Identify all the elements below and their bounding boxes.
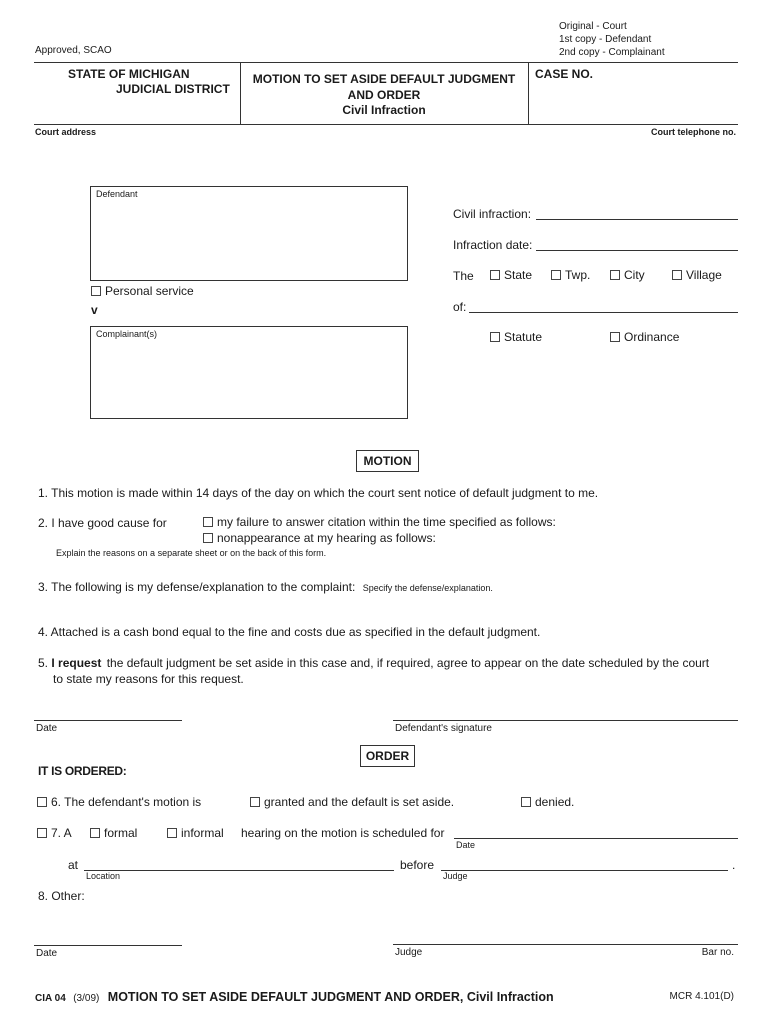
order-date-line[interactable]	[34, 945, 182, 946]
judge-signature-line[interactable]	[393, 944, 738, 945]
the-label: The	[453, 269, 474, 283]
item-2-note: Explain the reasons on a separate sheet or on the back of this form.	[56, 548, 327, 558]
form-revision: (3/09)	[73, 993, 100, 1004]
item-6-checkbox[interactable]	[37, 797, 47, 807]
order-item-6-label: 6. The defendant's motion is	[51, 795, 202, 809]
denied-option[interactable]	[521, 795, 574, 809]
state-option[interactable]	[490, 268, 532, 282]
header-divider-right	[528, 62, 529, 124]
copy-first: 1st copy - Defendant	[559, 34, 652, 45]
informal-option[interactable]	[167, 826, 224, 840]
defendant-box[interactable]	[90, 186, 408, 281]
footer-form-id	[35, 988, 554, 1006]
personal-service-checkbox[interactable]	[91, 286, 101, 296]
formal-checkbox[interactable]	[90, 828, 100, 838]
complainant-label: Complainant(s)	[96, 329, 158, 339]
district-name: JUDICIAL DISTRICT	[116, 82, 230, 96]
of-label: of:	[453, 300, 467, 314]
hearing-date-line[interactable]	[454, 838, 738, 839]
judge-small-label: Judge	[443, 871, 468, 881]
statute-option-label: Statute	[504, 330, 543, 344]
ordinance-option-label: Ordinance	[624, 330, 680, 344]
motion-date-line[interactable]	[34, 720, 182, 721]
motion-item-5-line2: to state my reasons for this request.	[53, 672, 244, 686]
failure-to-answer-checkbox[interactable]	[203, 517, 213, 527]
it-is-ordered: IT IS ORDERED:	[38, 764, 127, 778]
motion-item-5-text: the default judgment be set aside in this case and, if required, agree to appear on the date scheduled by the court	[106, 656, 710, 670]
motion-item-3-text: 3. The following is my defense/explanation to the complaint:	[38, 580, 356, 594]
statute-option[interactable]	[490, 330, 542, 344]
infraction-date-label: Infraction date:	[453, 238, 533, 252]
personal-service-label: Personal service	[105, 284, 194, 298]
case-no-label: CASE NO.	[535, 67, 594, 81]
motion-item-4: 4. Attached is a cash bond equal to the fine and costs due as specified in the default judgment.	[38, 625, 541, 639]
court-phone-label: Court telephone no.	[651, 127, 736, 137]
court-address-label: Court address	[35, 127, 97, 137]
village-checkbox[interactable]	[672, 270, 682, 280]
header-top-rule	[34, 62, 738, 63]
copy-second: 2nd copy - Complainant	[559, 47, 665, 58]
of-line[interactable]	[469, 312, 738, 313]
approved-label: Approved, SCAO	[35, 45, 112, 56]
motion-item-5	[38, 656, 709, 670]
granted-option[interactable]	[250, 795, 454, 809]
motion-item-3	[38, 578, 493, 596]
order-heading: ORDER	[360, 745, 415, 767]
form-title-line1: MOTION TO SET ASIDE DEFAULT JUDGMENT	[252, 72, 516, 86]
motion-item-1: 1. This motion is made within 14 days of the day on which the court sent notice of default judgment to me.	[38, 486, 599, 500]
civil-infraction-line[interactable]	[536, 219, 738, 220]
city-checkbox[interactable]	[610, 270, 620, 280]
formal-option[interactable]	[90, 826, 137, 840]
statute-checkbox[interactable]	[490, 332, 500, 342]
bar-no-label: Bar no.	[701, 947, 734, 958]
order-item-7[interactable]	[37, 826, 72, 840]
informal-checkbox[interactable]	[167, 828, 177, 838]
item-7-checkbox[interactable]	[37, 828, 47, 838]
motion-item-3-note: Specify the defense/explanation.	[362, 583, 493, 593]
location-line[interactable]	[84, 870, 394, 871]
motion-heading: MOTION	[356, 450, 419, 472]
defendant-signature-line[interactable]	[393, 720, 738, 721]
hearing-scheduled-label: hearing on the motion is scheduled for	[241, 826, 445, 840]
failure-to-answer-label: my failure to answer citation within the time specified as follows:	[217, 515, 556, 529]
form-title-line2: AND ORDER	[347, 88, 421, 102]
order-item-7-label: 7. A	[51, 826, 72, 840]
judge-line[interactable]	[441, 870, 728, 871]
village-option[interactable]	[672, 268, 722, 282]
form-id: CIA 04	[35, 993, 66, 1004]
personal-service-option[interactable]	[91, 284, 194, 298]
informal-label: informal	[181, 826, 224, 840]
court-rule: MCR 4.101(D)	[669, 991, 734, 1002]
header-bottom-rule	[34, 124, 738, 125]
at-label: at	[68, 858, 79, 872]
nonappearance-checkbox[interactable]	[203, 533, 213, 543]
location-label: Location	[86, 871, 121, 881]
motion-date-label: Date	[36, 723, 58, 734]
granted-label: granted and the default is set aside.	[264, 795, 455, 809]
footer-title: MOTION TO SET ASIDE DEFAULT JUDGMENT AND ORDER, Civil Infraction	[107, 990, 554, 1004]
order-item-6[interactable]	[37, 795, 201, 809]
denied-label: denied.	[535, 795, 575, 809]
failure-to-answer-option[interactable]	[203, 515, 556, 529]
motion-item-5-number: 5.	[38, 656, 49, 670]
denied-checkbox[interactable]	[521, 797, 531, 807]
city-option[interactable]	[610, 268, 645, 282]
defendant-label: Defendant	[96, 189, 138, 199]
civil-infraction-label: Civil infraction:	[453, 207, 532, 221]
motion-item-2-lead: 2. I have good cause for	[38, 516, 167, 530]
granted-checkbox[interactable]	[250, 797, 260, 807]
ordinance-option[interactable]	[610, 330, 679, 344]
versus-label: v	[91, 303, 98, 317]
state-checkbox[interactable]	[490, 270, 500, 280]
state-option-label: State	[504, 268, 533, 282]
before-label: before	[400, 858, 435, 872]
period-mark: .	[732, 858, 736, 872]
judge-signature-label: Judge	[395, 947, 423, 958]
motion-item-5-bold: I request	[51, 656, 102, 670]
city-option-label: City	[624, 268, 645, 282]
nonappearance-option[interactable]	[203, 531, 436, 545]
defendant-signature-label: Defendant's signature	[395, 723, 492, 734]
ordinance-checkbox[interactable]	[610, 332, 620, 342]
formal-label: formal	[104, 826, 138, 840]
copy-original: Original - Court	[559, 21, 627, 32]
twp-option[interactable]	[551, 268, 590, 282]
complainant-box[interactable]	[90, 326, 408, 419]
order-date-label: Date	[36, 948, 58, 959]
hearing-date-label: Date	[456, 840, 476, 850]
twp-option-label: Twp.	[565, 268, 591, 282]
nonappearance-label: nonappearance at my hearing as follows:	[217, 531, 436, 545]
form-title-line3: Civil Infraction	[342, 103, 426, 117]
village-option-label: Village	[686, 268, 722, 282]
infraction-date-line[interactable]	[536, 250, 738, 251]
state-name: STATE OF MICHIGAN	[68, 67, 190, 81]
twp-checkbox[interactable]	[551, 270, 561, 280]
order-item-8: 8. Other:	[38, 889, 85, 903]
